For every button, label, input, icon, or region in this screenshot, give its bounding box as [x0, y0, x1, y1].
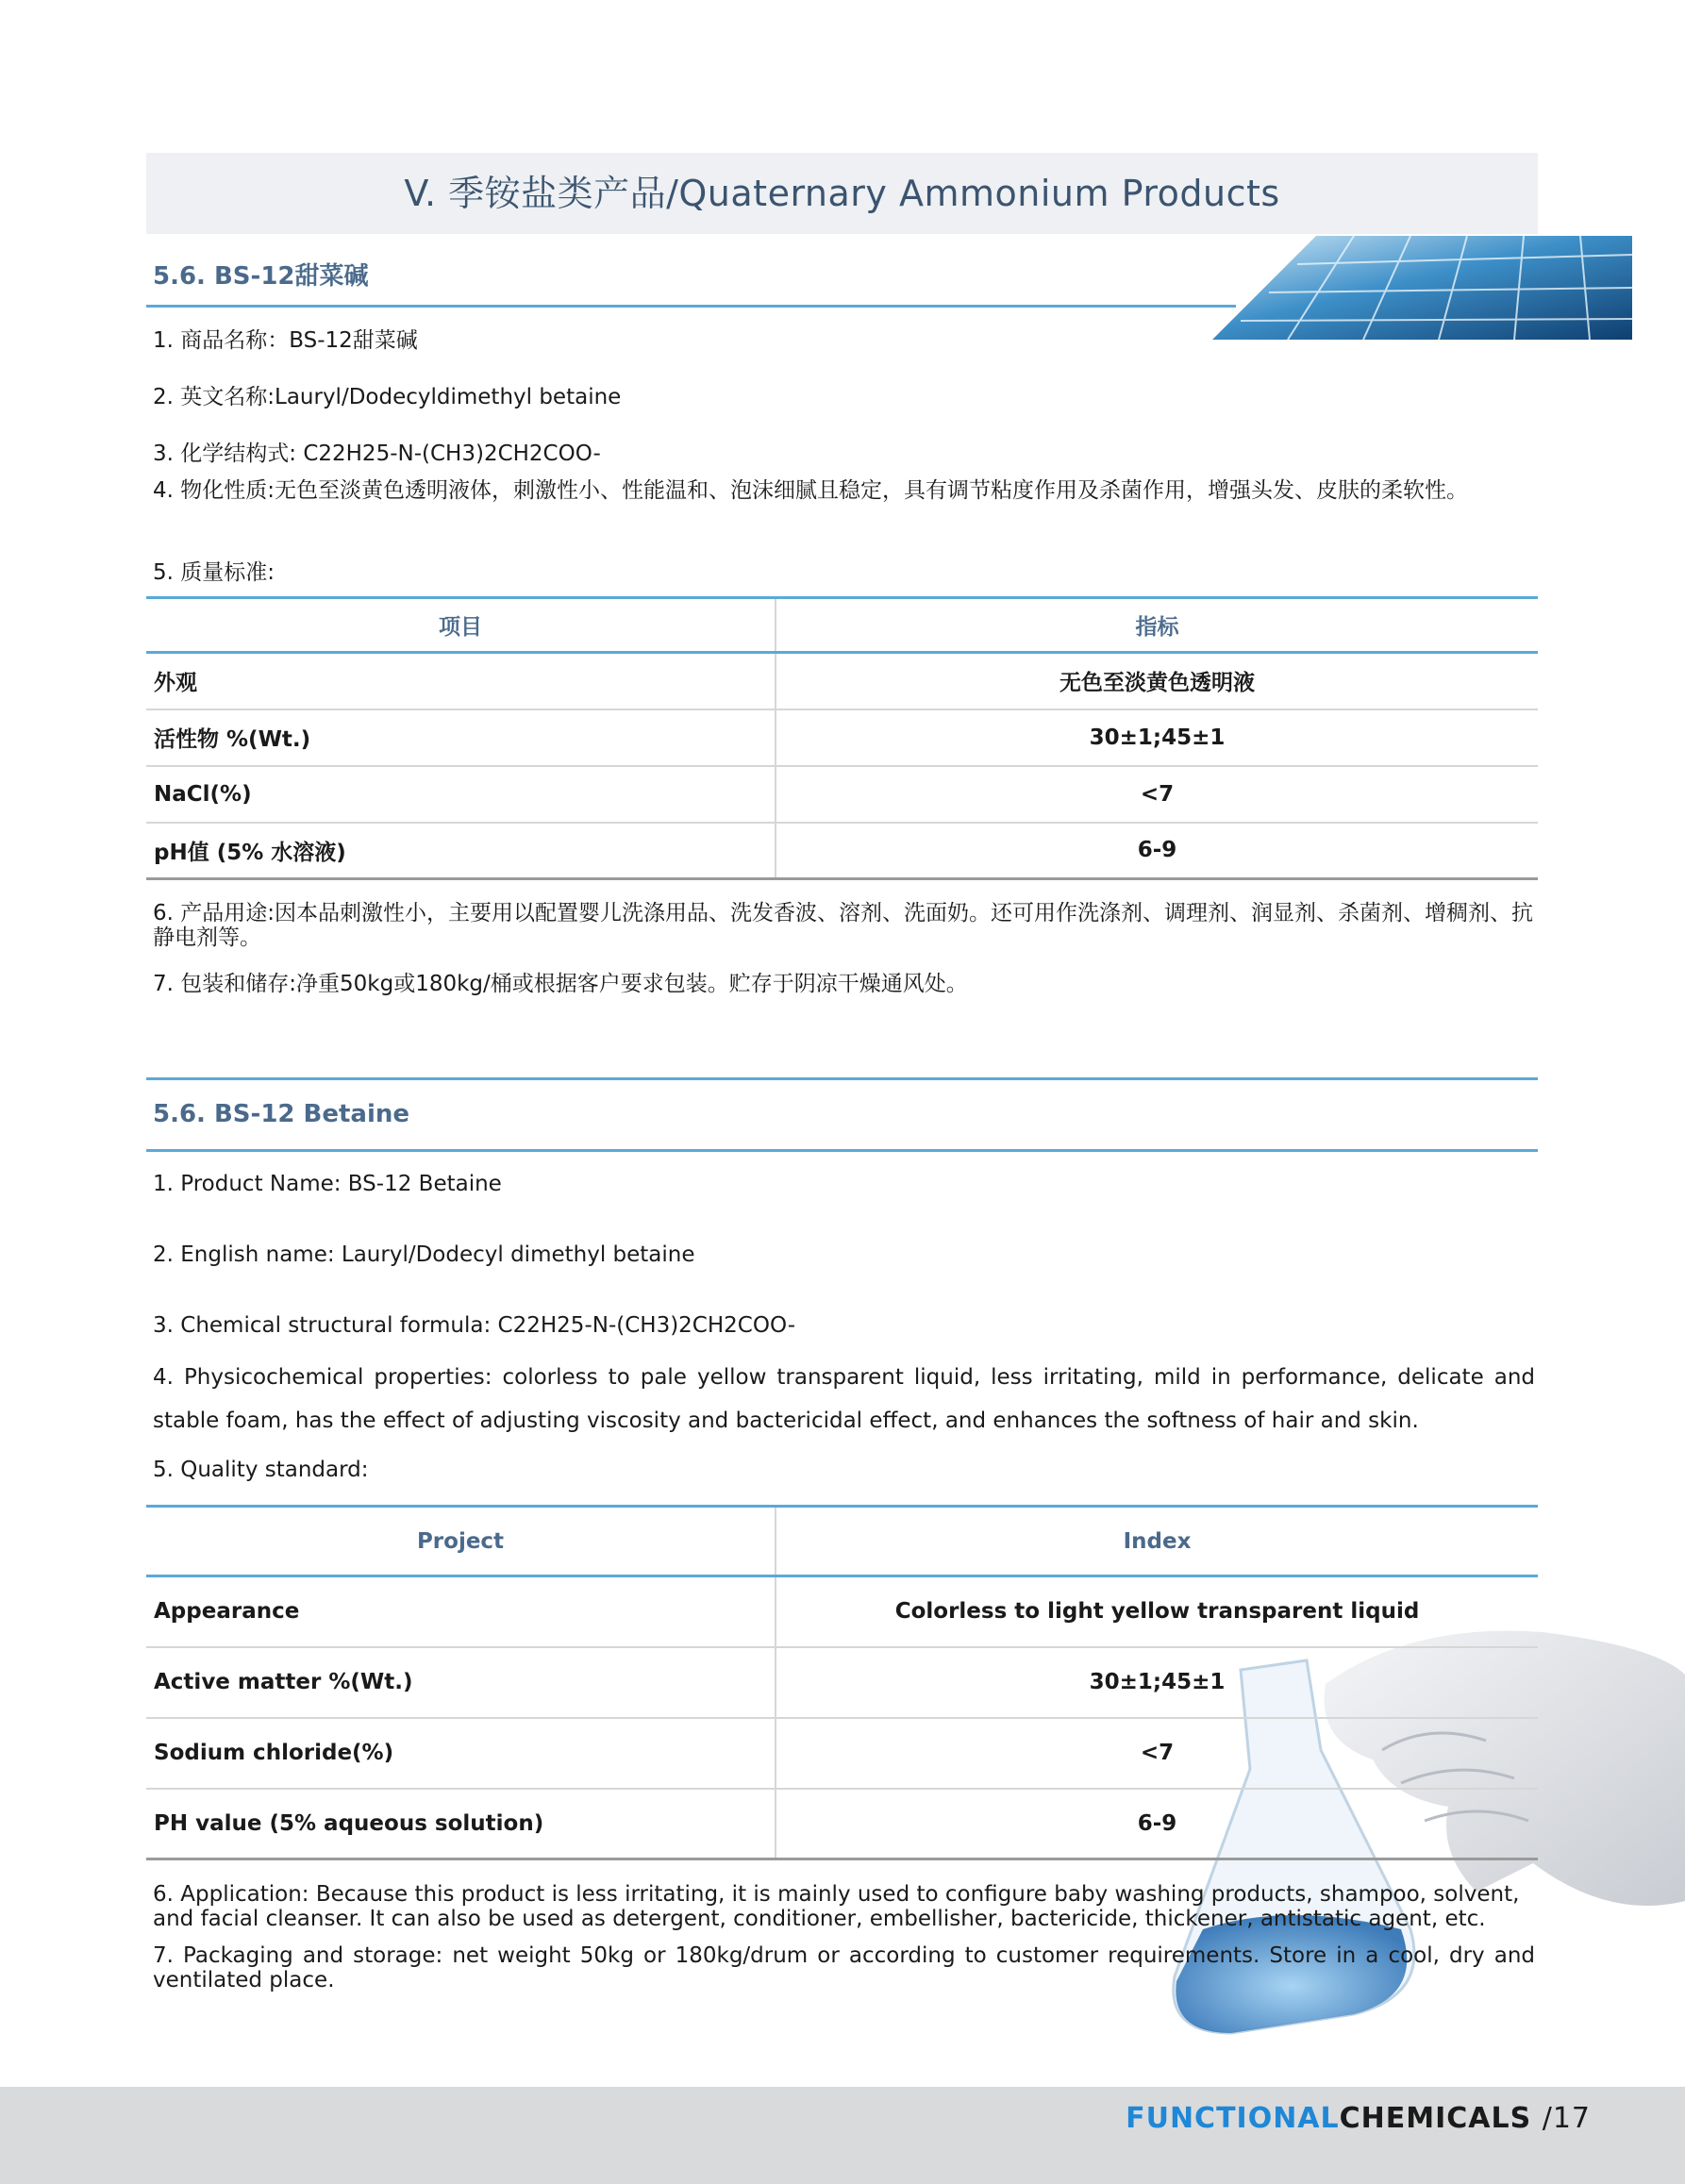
cn-item-6-usage: 6. 产品用途:因本品刺激性小，主要用以配置婴儿洗涤用品、洗发香波、溶剂、洗面奶。还可用作洗涤剂、调理剂、润显剂、杀菌剂、增稠剂、抗静电剂等。 [153, 901, 1534, 950]
cn-item-2: 2. 英文名称:Lauryl/Dodecyldimethyl betaine [153, 385, 622, 409]
page-number: 17 [1552, 2102, 1591, 2135]
table-row [146, 1647, 1538, 1718]
table-cell: Appearance [146, 1576, 776, 1647]
en-item-4: 4. Physicochemical properties: colorless to pale yellow transparent liquid, less irritating, mild in performance, delicate and stable foam, has the effect of adjusting viscosity and bactericidal effect, and enhances the softness of hair and skin. [153, 1365, 1535, 1433]
cn-heading-divider [146, 305, 1236, 308]
footer-brand [1126, 2102, 1591, 2135]
table-cell: 无色至淡黄色透明液 [776, 653, 1538, 709]
table-cell: Colorless to light yellow transparent liquid [776, 1576, 1538, 1647]
en-top-divider [146, 1077, 1538, 1080]
table-row [146, 709, 1538, 766]
table-cell: 6-9 [776, 823, 1538, 879]
table-cell: PH value (5% aqueous solution) [146, 1789, 776, 1859]
en-heading-divider [146, 1149, 1538, 1152]
en-item-2: 2. English name: Lauryl/Dodecyl dimethyl betaine [153, 1242, 695, 1267]
cn-section-heading: 5.6. BS-12甜菜碱 [153, 262, 369, 291]
building-glass-image [1212, 236, 1632, 340]
table-row [146, 653, 1538, 709]
en-item-1: 1. Product Name: BS-12 Betaine [153, 1172, 502, 1196]
en-item-7-packaging: 7. Packaging and storage: net weight 50kg or 180kg/drum or according to customer requirements. Store in a cool, dry and ventilated place. [153, 1943, 1535, 1992]
table-cell: 6-9 [776, 1789, 1538, 1859]
table-row [146, 1789, 1538, 1859]
footer-brand-part2: CHEMICALS [1339, 2102, 1532, 2135]
table-header-row [146, 1507, 1538, 1576]
table-header-cell: Index [776, 1507, 1538, 1576]
cn-item-5: 5. 质量标准: [153, 560, 275, 585]
table-cell: pH值 (5% 水溶液) [146, 823, 776, 879]
table-cell: 30±1;45±1 [776, 709, 1538, 766]
table-cell: 活性物 %(Wt.) [146, 709, 776, 766]
page-title: V. 季铵盐类产品/Quaternary Ammonium Products [146, 153, 1538, 234]
footer-separator: / [1542, 2102, 1553, 2135]
table-row [146, 823, 1538, 879]
table-cell: Active matter %(Wt.) [146, 1647, 776, 1718]
table-row [146, 1576, 1538, 1647]
table-row [146, 1718, 1538, 1789]
en-item-3: 3. Chemical structural formula: C22H25-N-(CH3)2CH2COO- [153, 1313, 796, 1338]
en-item-6-application: 6. Application: Because this product is less irritating, it is mainly used to configure baby washing products, shampoo, solvent, and facial cleanser. It can also be used as detergent, conditioner, embellisher, bactericide, thickener, antistatic agent, etc. [153, 1882, 1520, 1931]
cn-quality-table [146, 596, 1538, 880]
cn-item-4: 4. 物化性质:无色至淡黄色透明液体，刺激性小、性能温和、泡沫细腻且稳定，具有调节粘度作用及杀菌作用，增强头发、皮肤的柔软性。 [153, 478, 1469, 503]
footer-brand-part1: FUNCTIONAL [1126, 2102, 1340, 2135]
table-cell: 30±1;45±1 [776, 1647, 1538, 1718]
table-cell: 外观 [146, 653, 776, 709]
table-header-cell: 项目 [146, 598, 776, 653]
table-cell: <7 [776, 1718, 1538, 1789]
table-cell: <7 [776, 766, 1538, 823]
en-item-5: 5. Quality standard: [153, 1458, 369, 1482]
en-section-heading: 5.6. BS-12 Betaine [153, 1100, 410, 1128]
table-cell: NaCl(%) [146, 766, 776, 823]
table-header-cell: 指标 [776, 598, 1538, 653]
table-header-row [146, 598, 1538, 653]
table-header-cell: Project [146, 1507, 776, 1576]
table-row [146, 766, 1538, 823]
cn-item-7-packaging: 7. 包装和储存:净重50kg或180kg/桶或根据客户要求包装。贮存于阴凉干燥通风处。 [153, 972, 968, 996]
en-quality-table [146, 1505, 1538, 1860]
cn-item-3: 3. 化学结构式: C22H25-N-(CH3)2CH2COO- [153, 442, 601, 466]
cn-item-1: 1. 商品名称：BS-12甜菜碱 [153, 328, 418, 353]
table-cell: Sodium chloride(%) [146, 1718, 776, 1789]
